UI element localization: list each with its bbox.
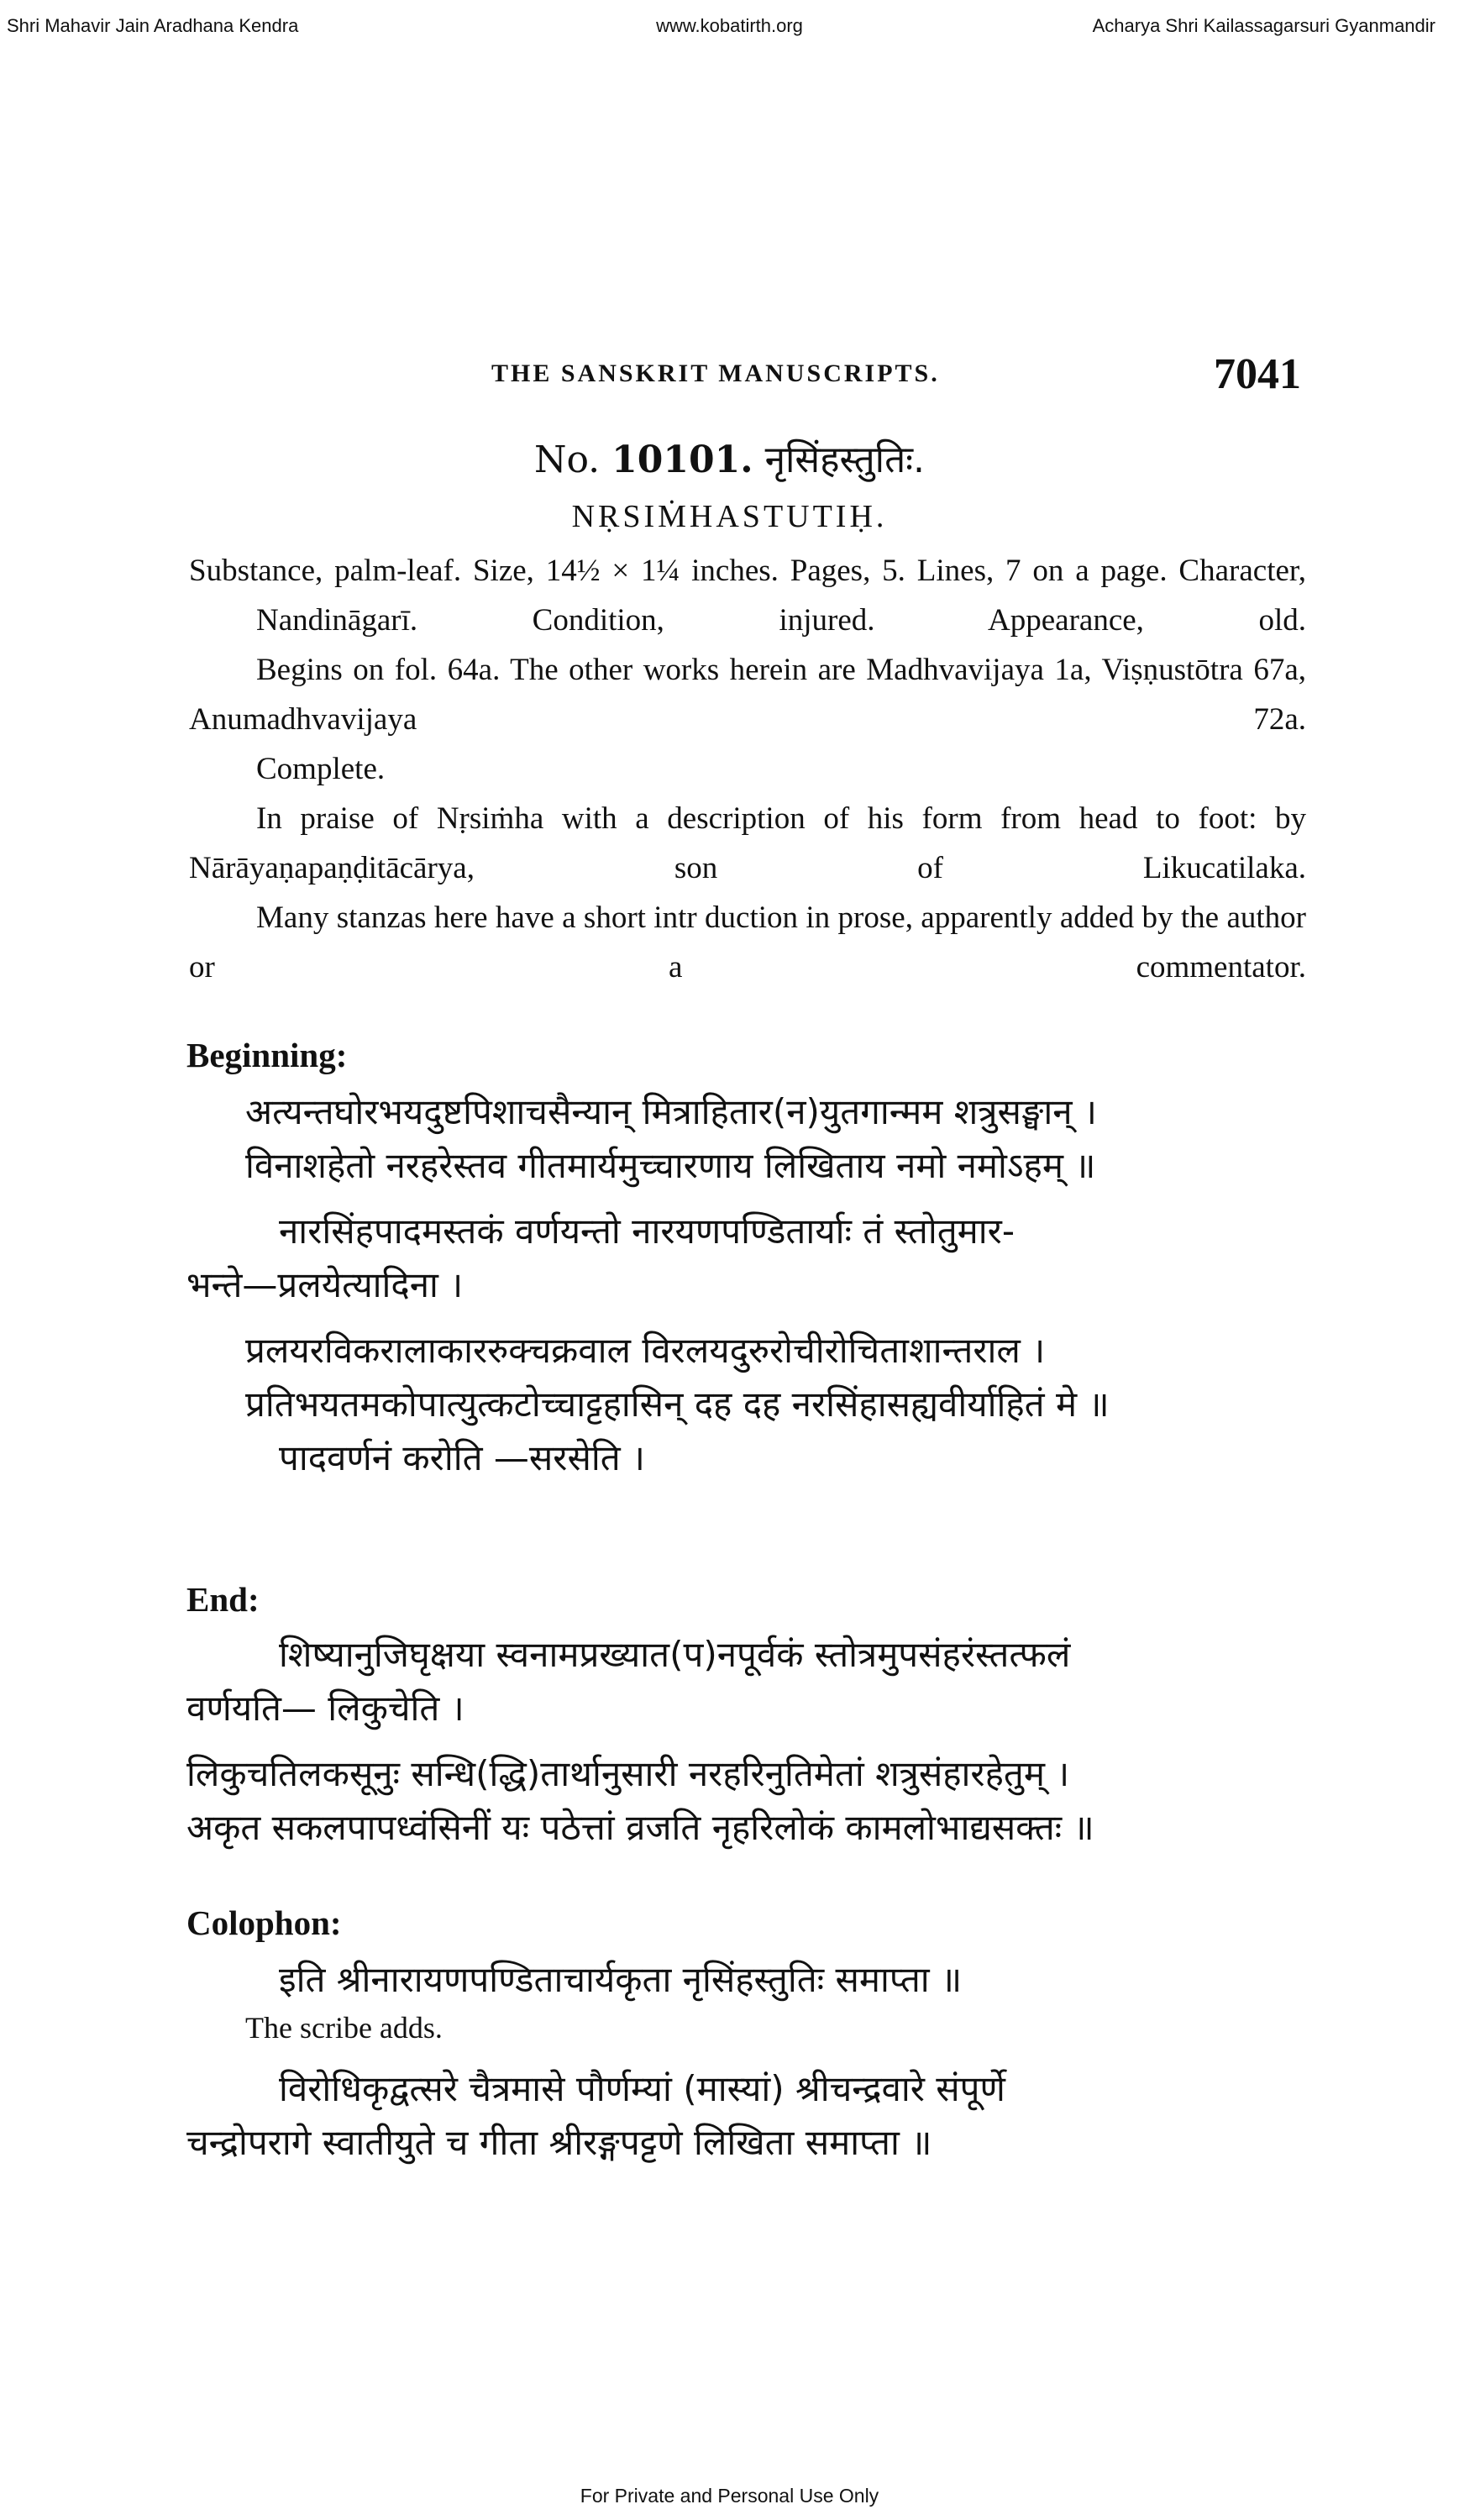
scribe-note: The scribe adds. — [245, 2011, 443, 2045]
beginning-label: Beginning: — [186, 1036, 348, 1074]
end-verses — [186, 1628, 1308, 1855]
header-center-url[interactable]: www.kobatirth.org — [656, 15, 803, 36]
verse-line: लिकुचतिलकसूनुः सन्धि(द्धि)तार्थानुसारी नरहरिनुतिमेतां शत्रुसंहारहेतुम् । — [186, 1753, 1070, 1794]
colophon-label: Colophon: — [186, 1903, 342, 1942]
praise-text: In praise of Nṛsiṁha with a description of his form from head to foot: by Nārāyaṇapaṇḍitācārya, son of Likucatilaka. — [189, 801, 1306, 885]
verse-line: भन्ते—प्रलयेत्यादिना । — [186, 1264, 464, 1305]
entry-number: 10101. — [611, 438, 753, 481]
verse-line: चन्द्रोपरागे स्वातीयुते च गीता श्रीरङ्गपट्टणे लिखिता समाप्ता ॥ — [186, 2122, 932, 2163]
site-header — [0, 10, 1459, 44]
entry-title-roman: NṚSIṀHASTUTIḤ. — [571, 499, 888, 534]
verse-line: प्रतिभयतमकोपात्युत्कटोच्चाट्टहासिन् दह दह नरसिंहासह्यवीर्याहितं मे ॥ — [245, 1383, 1110, 1425]
entry-heading — [0, 433, 1459, 483]
verse-line: नारसिंहपादमस्तकं वर्णयन्तो नारयणपण्डितार्याः तं स्तोतुमार- — [279, 1210, 1016, 1252]
verse-line: वर्णयति— लिकुचेति । — [186, 1688, 464, 1729]
footer-text: For Private and Personal Use Only — [580, 2485, 879, 2507]
complete-text: Complete. — [256, 752, 386, 786]
scribe-verses — [186, 2062, 1308, 2170]
verse-line: विनाशहेतो नरहरेस्तव गीतमार्यमुच्चारणाय लिखिताय नमो नमोऽहम् ॥ — [245, 1145, 1096, 1186]
page-number: 7041 — [1214, 350, 1301, 398]
header-left-text: Shri Mahavir Jain Aradhana Kendra — [7, 15, 299, 36]
verse-line: विरोधिकृद्वत्सरे चैत्रमासे पौर्णम्यां (मास्यां) श्रीचन्द्रवारे संपूर्णे — [279, 2068, 1005, 2109]
begins-text: Begins on fol. 64a. The other works herein are Madhvavijaya 1a, Viṣṇustōtra 67a, Anumadhvavijaya 72a. — [189, 653, 1306, 737]
entry-title-devanagari: नृसिंहस्तुतिः. — [764, 438, 926, 481]
verse-line: पादवर्णनं करोति —सरसेति । — [279, 1437, 645, 1478]
running-title: THE SANSKRIT MANUSCRIPTS. — [491, 360, 940, 387]
beginning-verses — [186, 1085, 1308, 1485]
substance-text: Substance, palm-leaf. Size, 14½ × 1¼ inches. Pages, 5. Lines, 7 on a page. Character, Nandināgarī. Condition, injured. Appearance, old. — [189, 554, 1306, 638]
verse-line: प्रलयरविकरालाकाररुक्चक्रवाल विरलयदुरुरोचीरोचिताशान्तराल । — [245, 1330, 1046, 1371]
running-head — [0, 350, 1459, 403]
entry-no-prefix: No. — [533, 438, 601, 481]
colophon-line: इति श्रीनारायणपण्डिताचार्यकृता नृसिंहस्तुतिः समाप्ता ॥ — [279, 1959, 963, 2000]
stanzas-text: Many stanzas here have a short intr duction in prose, apparently added by the author or a commentator. — [189, 900, 1306, 984]
header-right-text: Acharya Shri Kailassagarsuri Gyanmandir — [1092, 15, 1435, 36]
verse-line: शिष्यानुजिघृक्षया स्वनामप्रख्यात(प)नपूर्वकं स्तोत्रमुपसंहरंस्तत्फलं — [279, 1634, 1071, 1675]
end-label: End: — [186, 1580, 260, 1619]
verse-line: अकृत सकलपापध्वंसिनीं यः पठेत्तां व्रजति नृहरिलोकं कामलोभाद्यसक्तः ॥ — [186, 1807, 1094, 1848]
colophon-text — [186, 1953, 1308, 2007]
verse-line: अत्यन्तघोरभयदुष्टपिशाचसैन्यान् मित्राहितार(न)युतगान्मम शत्रुसङ्घान् । — [245, 1091, 1097, 1132]
description — [189, 546, 1306, 992]
